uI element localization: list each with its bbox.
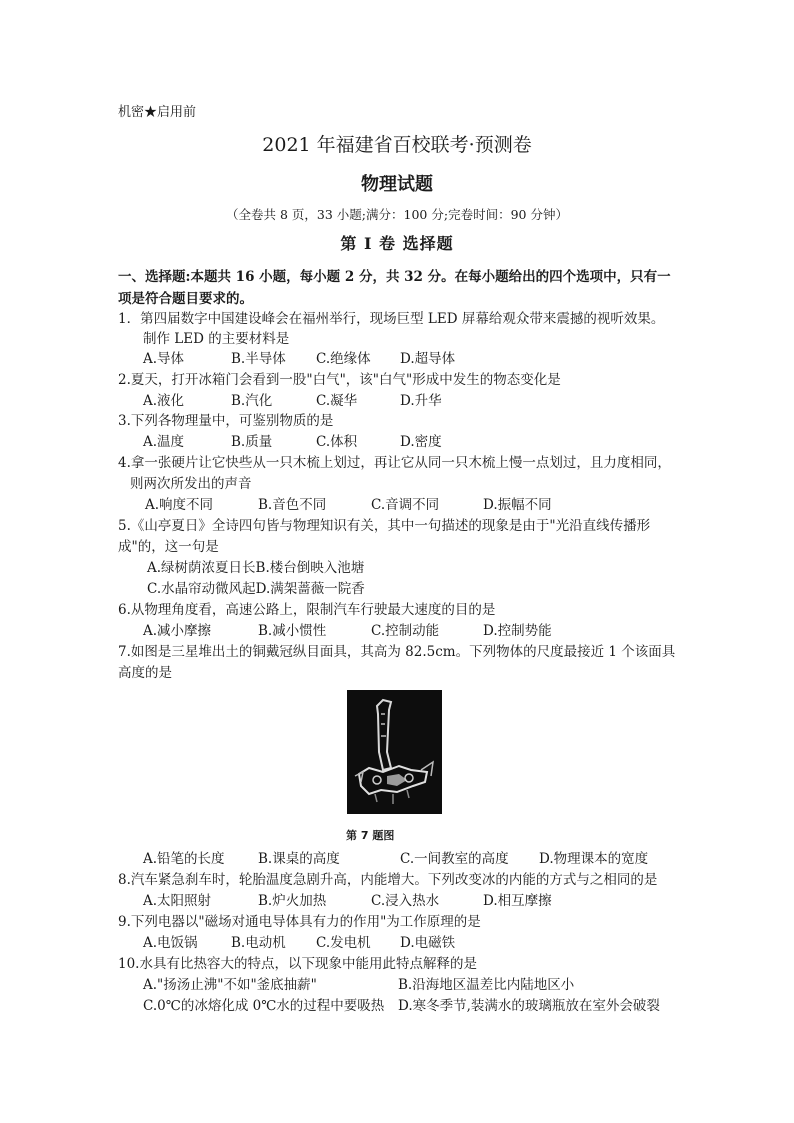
- question-9-option-b[interactable]: B.电动机: [231, 935, 286, 951]
- question-4-option-b[interactable]: B.音色不同: [258, 497, 327, 513]
- question-4-stem: 4.拿一张硬片让它快些从一只木梳上划过，再让它从同一只木梳上慢一点划过，且力度相同，: [118, 455, 671, 471]
- question-7-option-b[interactable]: B.课桌的高度: [258, 851, 340, 867]
- question-6-option-a[interactable]: A.减小摩擦: [143, 623, 212, 639]
- question-5-options-line2[interactable]: C.水晶帘动微风起D.满架蔷薇一院香: [147, 581, 365, 597]
- question-3-option-c[interactable]: C.体积: [316, 434, 358, 450]
- question-10-stem: 10.水具有比热容大的特点，以下现象中能用此特点解释的是: [118, 956, 477, 972]
- question-1-option-b[interactable]: B.半导体: [231, 351, 286, 367]
- section-instruction-line2: 项是符合题目要求的。: [118, 291, 253, 307]
- question-6-option-b[interactable]: B.减小惯性: [258, 623, 327, 639]
- confidential-mark: 机密★启用前: [118, 105, 197, 120]
- question-4-option-c[interactable]: C.音调不同: [371, 497, 440, 513]
- figure-7-caption: 第 7 题图: [346, 829, 395, 842]
- subject-title: 物理试题: [361, 174, 433, 195]
- question-10-option-b[interactable]: B.沿海地区温差比内陆地区小: [398, 977, 575, 993]
- bronze-mask-image: [347, 690, 442, 814]
- question-2-option-c[interactable]: C.凝华: [316, 393, 358, 409]
- question-8-stem: 8.汽车紧急刹车时，轮胎温度急剧升高，内能增大。下列改变冰的内能的方式与之相同的是: [118, 872, 658, 888]
- question-5-stem: 5.《山亭夏日》全诗四句皆与物理知识有关，其中一句描述的现象是由于"光沿直线传播形: [118, 518, 651, 534]
- question-7-stem: 7.如图是三星堆出土的铜戴冠纵目面具，其高为 82.5cm。下列物体的尺度最接近 1 个该面具: [118, 644, 676, 660]
- question-9-option-d[interactable]: D.电磁铁: [400, 935, 456, 951]
- question-8-option-c[interactable]: C.浸入热水: [371, 893, 440, 909]
- question-4-option-d[interactable]: D.振幅不同: [483, 497, 552, 513]
- question-3-option-d[interactable]: D.密度: [400, 434, 442, 450]
- question-6-stem: 6.从物理角度看，高速公路上，限制汽车行驶最大速度的目的是: [118, 602, 496, 618]
- question-9-stem: 9.下列电器以"磁场对通电导体具有力的作用"为工作原理的是: [118, 914, 481, 930]
- bronze-mask-figure: [347, 690, 442, 814]
- question-7-option-c[interactable]: C.一间教室的高度: [400, 851, 509, 867]
- question-2-stem: 2.夏天，打开冰箱门会看到一股"白气"，该"白气"形成中发生的物态变化是: [118, 372, 561, 388]
- question-9-option-c[interactable]: C.发电机: [316, 935, 371, 951]
- question-2-option-d[interactable]: D.升华: [400, 393, 442, 409]
- question-7-option-a[interactable]: A.铅笔的长度: [143, 851, 225, 867]
- question-6-option-d[interactable]: D.控制势能: [483, 623, 552, 639]
- question-5-options-line1[interactable]: A.绿树荫浓夏日长B.楼台倒映入池塘: [147, 560, 365, 576]
- question-3-option-b[interactable]: B.质量: [231, 434, 273, 450]
- question-1-option-d[interactable]: D.超导体: [400, 351, 456, 367]
- question-1-option-a[interactable]: A.导体: [143, 351, 185, 367]
- question-9-option-a[interactable]: A.电饭锅: [143, 935, 198, 951]
- question-1-stem: 1．第四届数字中国建设峰会在福州举行，现场巨型 LED 屏幕给观众带来震撼的视听效果。: [118, 311, 665, 327]
- question-6-option-c[interactable]: C.控制动能: [371, 623, 440, 639]
- question-7-stem-cont: 高度的是: [118, 665, 172, 681]
- question-1-option-c[interactable]: C.绝缘体: [316, 351, 371, 367]
- question-10-option-a[interactable]: A."扬汤止沸"不如"釜底抽薪": [143, 977, 317, 993]
- question-4-option-a[interactable]: A.响度不同: [145, 497, 214, 513]
- question-2-option-b[interactable]: B.汽化: [231, 393, 273, 409]
- question-10-option-c[interactable]: C.0℃的冰熔化成 0℃水的过程中要吸热: [143, 998, 385, 1014]
- section-instruction-line1: 一、选择题:本题共 16 小题，每小题 2 分，共 32 分。在每小题给出的四个选项中，只有一: [118, 269, 671, 285]
- question-3-stem: 3.下列各物理量中，可鉴别物质的是: [118, 413, 334, 429]
- question-8-option-d[interactable]: D.相互摩擦: [483, 893, 552, 909]
- question-1-stem-cont: 制作 LED 的主要材料是: [143, 331, 290, 347]
- question-4-stem-cont: 则两次所发出的声音: [130, 476, 252, 492]
- exam-info: （全卷共 8 页，33 小题;满分：100 分;完卷时间：90 分钟）: [226, 207, 568, 222]
- question-2-option-a[interactable]: A.液化: [143, 393, 185, 409]
- question-8-option-b[interactable]: B.炉火加热: [258, 893, 327, 909]
- question-7-option-d[interactable]: D.物理课本的宽度: [539, 851, 649, 867]
- question-5-stem-cont: 成"的，这一句是: [118, 539, 219, 555]
- exam-title: 2021 年福建省百校联考·预测卷: [262, 134, 532, 156]
- question-10-option-d[interactable]: D.寒冬季节,装满水的玻璃瓶放在室外会破裂: [398, 998, 660, 1014]
- question-8-option-a[interactable]: A.太阳照射: [143, 893, 212, 909]
- question-3-option-a[interactable]: A.温度: [143, 434, 185, 450]
- part-title: 第 I 卷 选择题: [340, 234, 454, 253]
